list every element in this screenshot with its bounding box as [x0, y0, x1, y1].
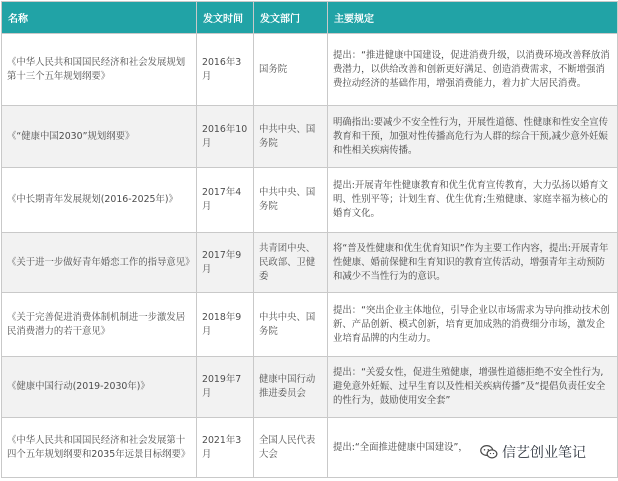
cell-name: 《关于进一步做好青年婚恋工作的指导意见》	[2, 233, 197, 293]
cell-content: 提出：“推进健康中国建设，促进消费升级，以消费环境改善释放消费潜力，以供给改善和创新更好满足、创造消费需求，不断增强消费拉动经济的基础作用，增强消费能力，着力扩大居民消费。	[328, 34, 618, 106]
table-row	[2, 293, 618, 357]
header-date: 发文时间	[197, 2, 254, 34]
cell-dept: 健康中国行动推进委员会	[254, 357, 328, 418]
cell-date: 2017年9月	[197, 233, 254, 293]
cell-content: 提出：“突出企业主体地位，引导企业以市场需求为导向推动技术创新、产品创新、模式创新，培育更加成熟的消费细分市场，激发企业培育品牌的内生动力。	[328, 293, 618, 357]
cell-content: 提出:“全面推进健康中国建设”，	[328, 418, 618, 478]
cell-date: 2016年3月	[197, 34, 254, 106]
cell-dept: 全国人民代表大会	[254, 418, 328, 478]
table-row	[2, 168, 618, 233]
cell-name: 《“健康中国2030”规划纲要》	[2, 106, 197, 168]
cell-date: 2016年10月	[197, 106, 254, 168]
cell-name: 《健康中国行动(2019-2030年)》	[2, 357, 197, 418]
cell-dept: 中共中央、国务院	[254, 106, 328, 168]
table-row	[2, 233, 618, 293]
cell-date: 2018年9月	[197, 293, 254, 357]
cell-date: 2019年7月	[197, 357, 254, 418]
cell-dept: 中共中央、国务院	[254, 293, 328, 357]
cell-content: 明确指出:要减少不安全性行为，开展性道德、性健康和性安全宣传教育和干预，加强对性传播高危行为人群的综合干预,减少意外妊娠和性相关疾病传播。	[328, 106, 618, 168]
cell-dept: 中共中央、国务院	[254, 168, 328, 233]
policy-table	[1, 1, 618, 478]
header-name: 名称	[2, 2, 197, 34]
watermark-text: 信艺创业笔记	[502, 445, 586, 461]
cell-name: 《中华人民共和国国民经济和社会发展规划第十三个五年规划纲要》	[2, 34, 197, 106]
cell-date: 2017年4月	[197, 168, 254, 233]
header-content: 主要规定	[328, 2, 618, 34]
cell-name: 《中华人民共和国国民经济和社会发展第十四个五年规划纲要和2035年远景目标纲要》	[2, 418, 197, 478]
cell-name: 《中长期青年发展规划(2016-2025年)》	[2, 168, 197, 233]
wechat-icon	[480, 444, 498, 460]
cell-content: 将“普及性健康和优生优育知识”作为主要工作内容，提出:开展青年性健康、婚前保健和生育知识的教育宣传活动，增强青年主动预防和减少不当性行为的意识。	[328, 233, 618, 293]
cell-name: 《关于完善促进消费体制机制进一步激发居民消费潜力的若干意见》	[2, 293, 197, 357]
table-row	[2, 34, 618, 106]
cell-dept: 国务院	[254, 34, 328, 106]
cell-content: 提出:开展青年性健康教育和优生优育宣传教育，大力弘扬以婚育文明、性别平等；计划生育、优生优育;生殖健康、家庭幸福为核心的婚育文化。	[328, 168, 618, 233]
cell-content: 提出：“关爱女性，促进生殖健康，增强性道德拒绝不安全性行为,避免意外妊娠、过早生育以及性相关疾病传播”及“提倡负责任安全的性行为，鼓励使用安全套”	[328, 357, 618, 418]
cell-date: 2021年3月	[197, 418, 254, 478]
header-dept: 发文部门	[254, 2, 328, 34]
table-row	[2, 106, 618, 168]
table-row	[2, 357, 618, 418]
table-header-row	[2, 2, 618, 34]
wechat-watermark	[476, 440, 590, 464]
cell-dept: 共青团中央、民政部、卫健委	[254, 233, 328, 293]
